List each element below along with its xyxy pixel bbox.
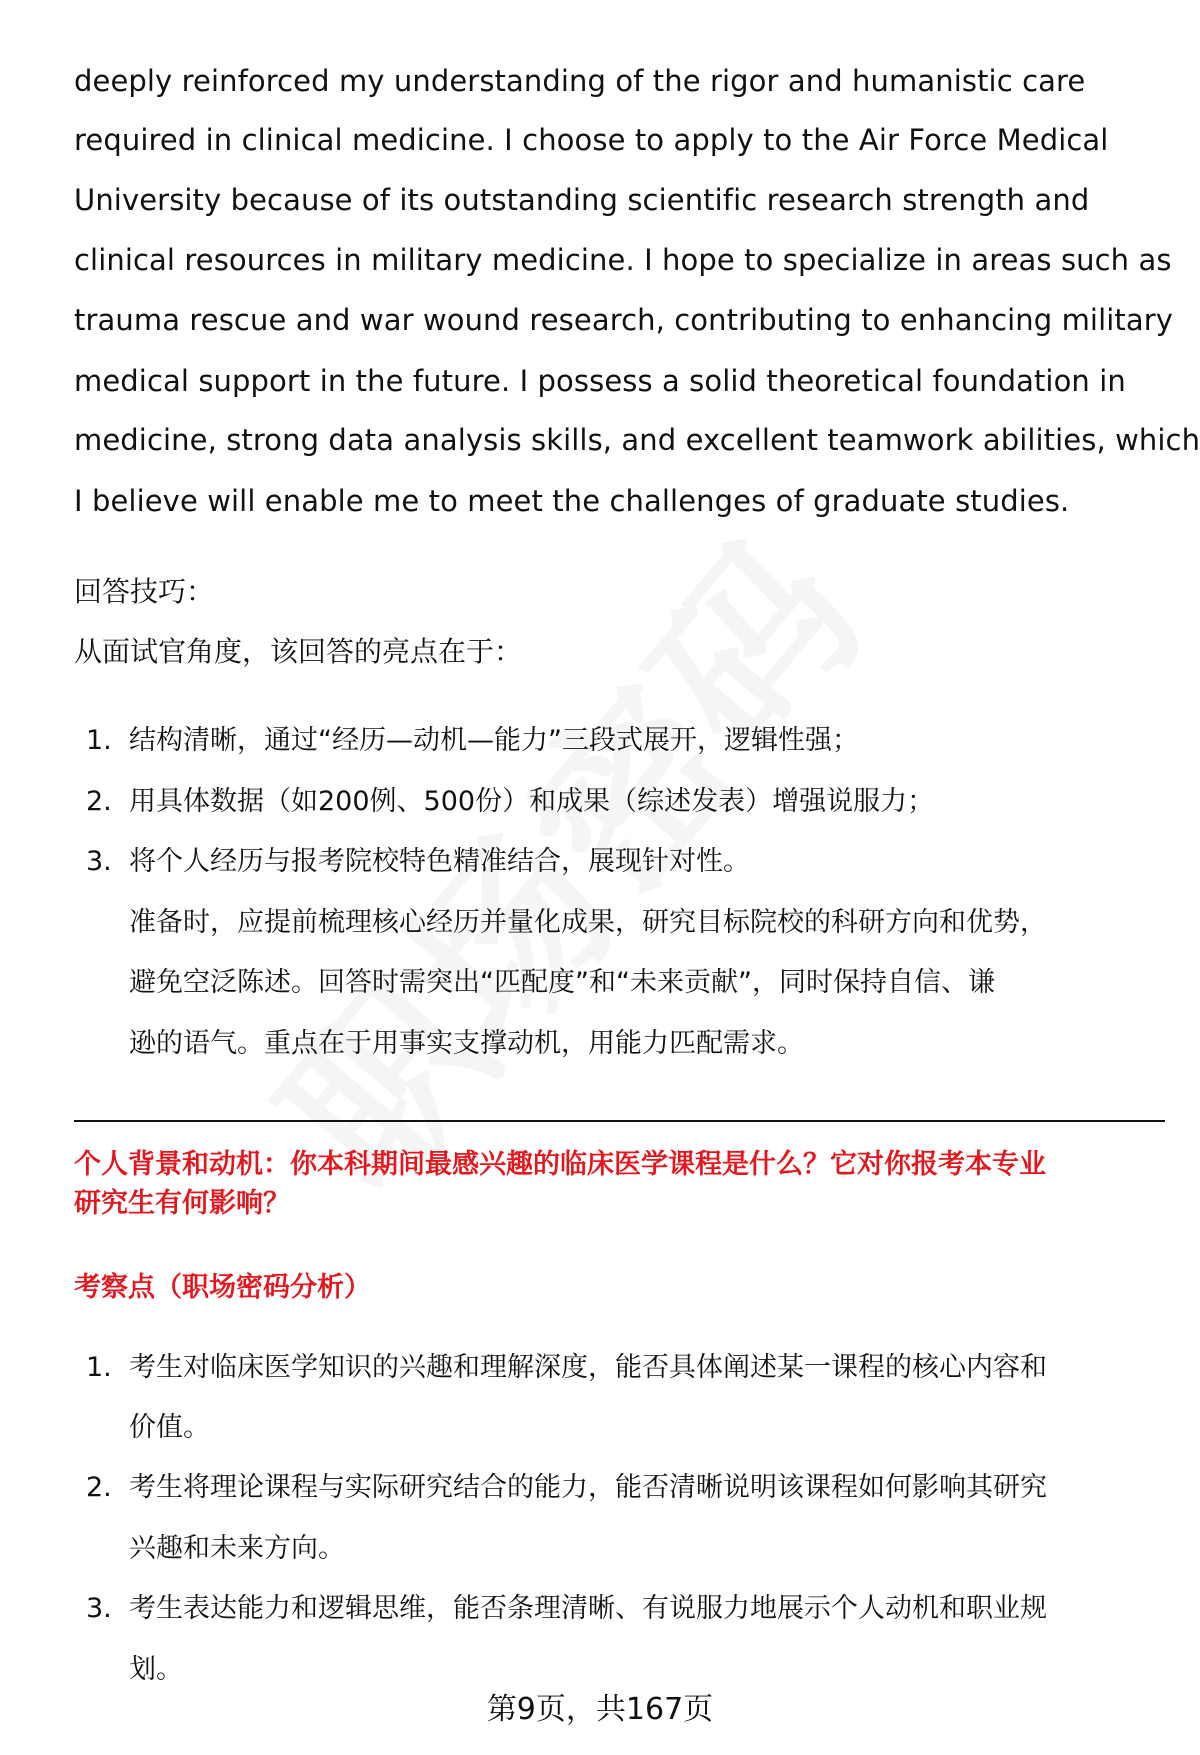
list-item-cont: 价值。 bbox=[129, 1412, 210, 1443]
paragraph-line: University because of its outstanding scientific research strength and bbox=[74, 183, 1090, 217]
list-item-cont: 划。 bbox=[129, 1654, 183, 1685]
focus-label: 考察点（职场密码分析） bbox=[74, 1272, 371, 1303]
list-number: 1. bbox=[86, 1352, 112, 1383]
list-item: 考生对临床医学知识的兴趣和理解深度，能否具体阐述某一课程的核心内容和 bbox=[129, 1352, 1047, 1383]
list-number: 3. bbox=[86, 1593, 112, 1624]
list-item-cont: 兴趣和未来方向。 bbox=[129, 1533, 345, 1564]
list-item: 考生表达能力和逻辑思维，能否条理清晰、有说服力地展示个人动机和职业规 bbox=[129, 1593, 1047, 1624]
paragraph-line: required in clinical medicine. I choose to apply to the Air Force Medical bbox=[74, 123, 1109, 157]
tips-extra-line: 准备时，应提前梳理核心经历并量化成果，研究目标院校的科研方向和优势， bbox=[129, 907, 1047, 938]
question-line: 研究生有何影响？ bbox=[74, 1188, 290, 1219]
list-number: 1. bbox=[86, 725, 112, 756]
list-item: 结构清晰，通过“经历—动机—能力”三段式展开，逻辑性强； bbox=[129, 725, 859, 756]
tips-intro: 从面试官角度，该回答的亮点在于： bbox=[74, 635, 523, 668]
list-item: 用具体数据（如200例、500份）和成果（综述发表）增强说服力； bbox=[129, 786, 935, 817]
paragraph-line: medical support in the future. I possess a solid theoretical foundation in bbox=[74, 364, 1126, 398]
tips-label: 回答技巧： bbox=[74, 575, 215, 608]
list-item: 将个人经历与报考院校特色精准结合，展现针对性。 bbox=[129, 846, 750, 877]
paragraph-line: deeply reinforced my understanding of the rigor and humanistic care bbox=[74, 64, 1086, 98]
tips-extra-line: 避免空泛陈述。回答时需突出“匹配度”和“未来贡献”，同时保持自信、谦 bbox=[129, 967, 995, 998]
list-number: 2. bbox=[86, 1472, 112, 1503]
paragraph-line: I believe will enable me to meet the challenges of graduate studies. bbox=[74, 484, 1070, 518]
page-number: 第9页，共167页 bbox=[486, 1692, 714, 1727]
section-divider bbox=[74, 1120, 1165, 1122]
list-number: 2. bbox=[86, 786, 112, 817]
list-item: 考生将理论课程与实际研究结合的能力，能否清晰说明该课程如何影响其研究 bbox=[129, 1472, 1047, 1503]
paragraph-line: trauma rescue and war wound research, contributing to enhancing military bbox=[74, 303, 1174, 337]
paragraph-line: medicine, strong data analysis skills, and excellent teamwork abilities, which bbox=[74, 423, 1200, 457]
tips-extra-line: 逊的语气。重点在于用事实支撑动机，用能力匹配需求。 bbox=[129, 1028, 804, 1059]
paragraph-line: clinical resources in military medicine. I hope to specialize in areas such as bbox=[74, 243, 1172, 277]
question-line: 个人背景和动机：你本科期间最感兴趣的临床医学课程是什么？它对你报考本专业 bbox=[74, 1149, 1046, 1180]
list-number: 3. bbox=[86, 846, 112, 877]
